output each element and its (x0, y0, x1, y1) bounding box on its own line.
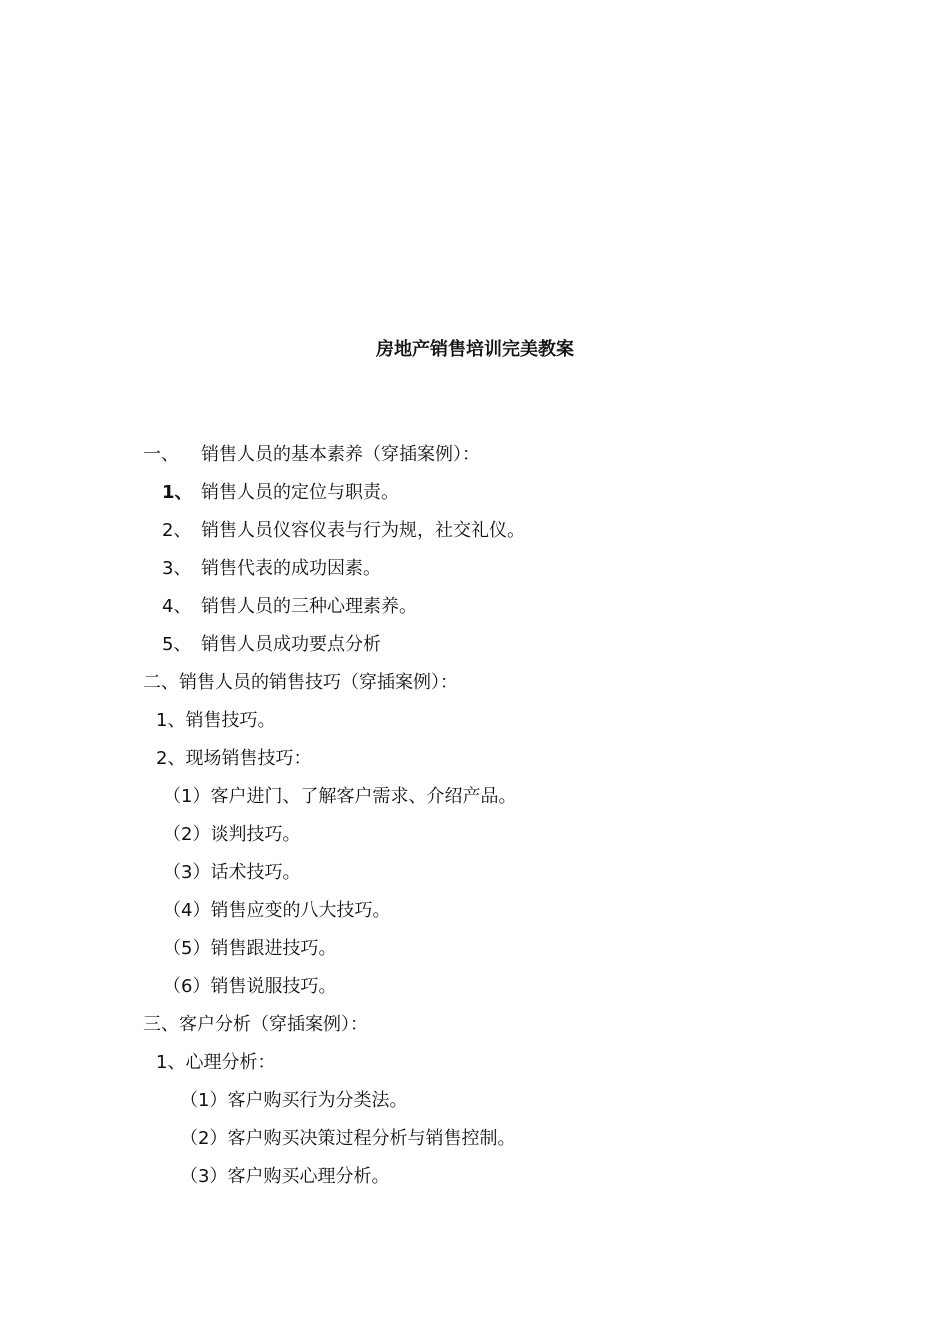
section-2-subitem-6: （6）销售说服技巧。 (163, 976, 337, 997)
section-1-item-5-num: 5、 (162, 634, 192, 655)
section-3-subitem-3: （3）客户购买心理分析。 (180, 1166, 390, 1187)
section-1-item-5-text: 销售人员成功要点分析 (201, 634, 381, 655)
section-1-item-1-text: 销售人员的定位与职责。 (201, 482, 399, 503)
section-1-item-3-text: 销售代表的成功因素。 (201, 558, 381, 579)
section-3-heading: 三、客户分析（穿插案例）： (143, 1014, 368, 1035)
section-2-subitem-3: （3）话术技巧。 (163, 862, 301, 883)
section-2-subitem-5: （5）销售跟进技巧。 (163, 938, 337, 959)
section-2-heading: 二、销售人员的销售技巧（穿插案例）： (143, 672, 458, 693)
section-1-item-1-num: 1、 (162, 482, 193, 503)
section-1-item-2-num: 2、 (162, 520, 192, 541)
document-title: 房地产销售培训完美教案 (376, 339, 574, 360)
section-2-subitem-1: （1）客户进门、了解客户需求、介绍产品。 (163, 786, 517, 807)
section-1-item-4-text: 销售人员的三种心理素养。 (201, 596, 417, 617)
section-1-heading: 销售人员的基本素养（穿插案例）： (201, 444, 480, 465)
section-3-subitem-2: （2）客户购买决策过程分析与销售控制。 (180, 1128, 516, 1149)
section-2-subitem-2: （2）谈判技巧。 (163, 824, 301, 845)
section-1-marker: 一、 (143, 444, 179, 465)
section-1-item-4-num: 4、 (162, 596, 192, 617)
section-3-subitem-1: （1）客户购买行为分类法。 (180, 1090, 408, 1111)
section-1-item-2-text: 销售人员仪容仪表与行为规，社交礼仪。 (201, 520, 525, 541)
section-2-item-2: 2、现场销售技巧： (156, 748, 312, 769)
section-2-item-1: 1、销售技巧。 (156, 710, 276, 731)
section-2-subitem-4: （4）销售应变的八大技巧。 (163, 900, 391, 921)
section-3-item-1: 1、心理分析： (156, 1052, 276, 1073)
section-1-item-3-num: 3、 (162, 558, 192, 579)
